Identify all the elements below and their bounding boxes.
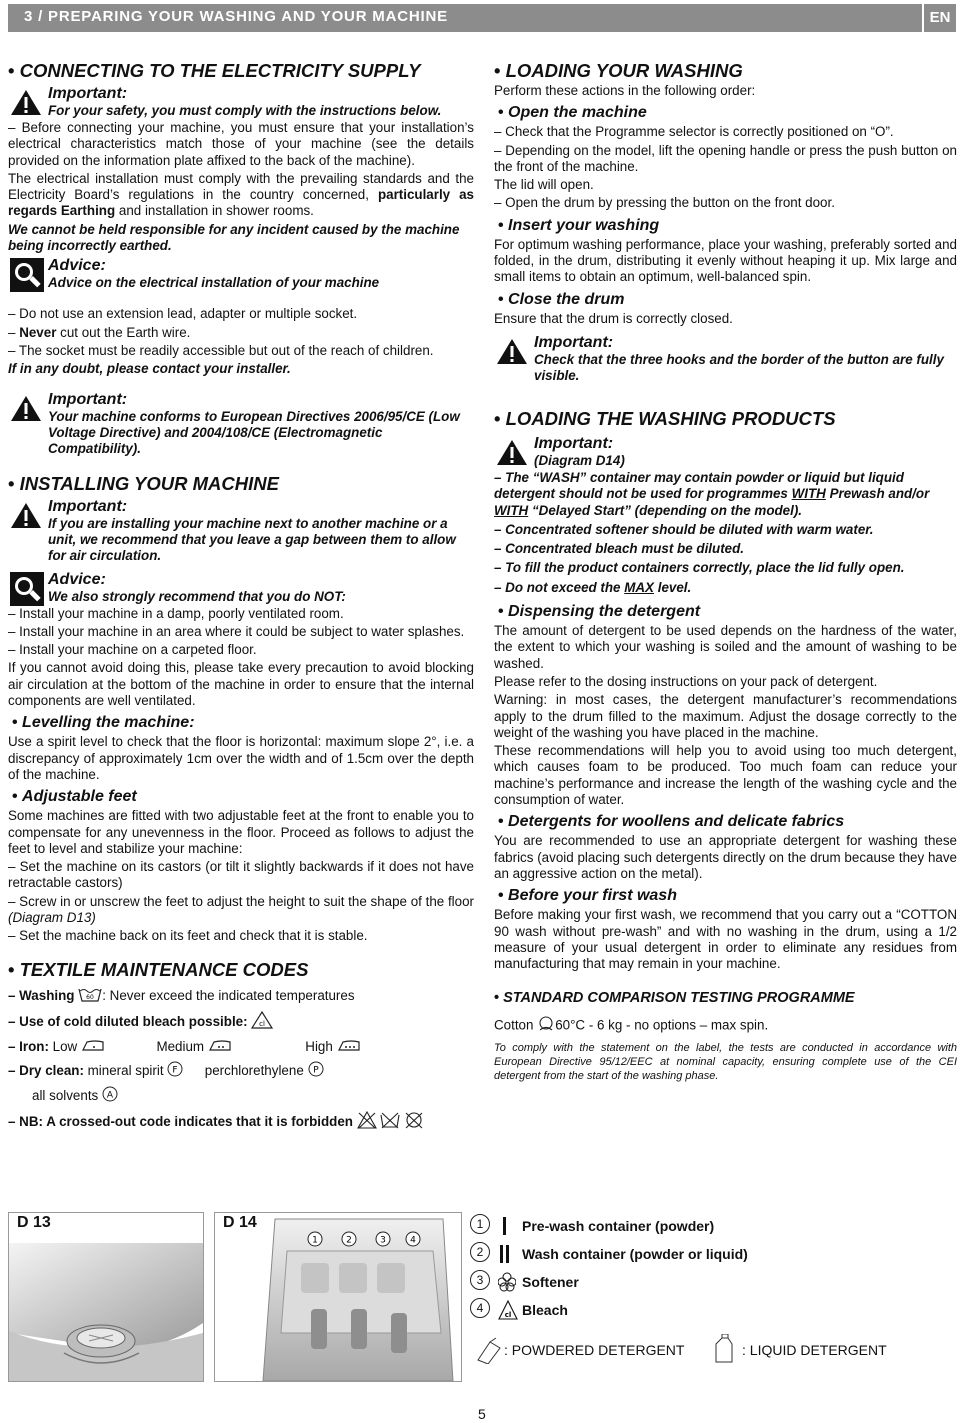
adjustable-feet-heading: • Adjustable feet [12,787,474,807]
insert-washing-body: For optimum washing performance, place your washing, preferably sorted and folded, in the drum, distributing it evenly without heaping it up. Mix large and small items to obtain an optimum, well-balanced spin. [494,236,957,285]
dispensing-heading: • Dispensing the detergent [498,602,957,622]
diagram-d14-label: D 14 [223,1214,257,1231]
legend-item [470,1214,950,1242]
crossed-circle-icon [404,1111,424,1134]
levelling-body: Use a spirit level to check that the floor is horizontal: maximum slope 2°, i.e. a discrepancy of approximately 1cm over the width and of 1.5cm over the depth of the machine. [8,734,474,782]
d14-number-4: 4 [410,1235,416,1246]
magnifier-icon [10,258,44,296]
page-number: 5 [478,1406,486,1422]
iron-high-label: High [305,1038,333,1054]
electricity-contact-installer: If in any doubt, please contact your installer. [8,361,291,377]
double-bar-icon [498,1244,512,1271]
feet-step-1: – Set the machine on its castors (or tilt it slightly backwards if it does not have retractable castors) [8,859,474,891]
electricity-important-note [8,84,474,120]
left-column [8,58,474,1138]
dry-clean-a-icon [102,1086,118,1107]
warning-icon [10,501,42,533]
levelling-heading: • Levelling the machine: [12,713,474,733]
electricity-disclaimer: We cannot be held responsible for any incident caused by the machine being incorrectly earthed. [8,221,460,254]
bleach-triangle-icon [498,1300,518,1327]
important-title: Important: [48,85,128,102]
textile-heading: • TEXTILE MAINTENANCE CODES [8,959,474,981]
advice-title: Advice: [48,570,106,588]
legend-number: 1 [470,1214,490,1234]
item-5-text-b: level. [657,579,692,595]
diagram-legend [470,1214,950,1326]
bleach-triangle-icon [251,1011,273,1034]
diagram-d13 [8,1212,204,1382]
right-column [494,58,957,1085]
forbidden-code-line [8,1111,474,1134]
crossed-tub-icon [380,1111,400,1134]
powder-scoop-icon [474,1336,504,1367]
d14-number-1: 1 [312,1235,318,1246]
products-item-3: – Concentrated bleach must be diluted. [494,541,745,557]
wash-tub-icon [78,986,102,1007]
svg-text:60: 60 [86,993,95,1001]
p2-text-c: and installation in shower rooms. [118,203,314,219]
bleach-label: – Use of cold diluted bleach possible: [8,1013,248,1029]
adjustable-foot-illustration [9,1213,203,1381]
crossed-triangle-icon [357,1111,377,1134]
installing-advice-note [8,570,474,606]
installing-dash-1: – Install your machine in a damp, poorly ventilated room. [8,605,344,621]
circle-p-letter: P [312,1065,319,1076]
hooks-important-note [494,333,957,384]
flower-softener-icon [498,1272,516,1299]
dispensing-para-2: Please refer to the dosing instructions on your pack of detergent. [494,673,878,689]
language-badge: EN [924,4,956,32]
item-5-text-a: – Do not exceed the [494,579,621,595]
dry-clean-f-icon [167,1061,183,1082]
open-step-2: – Depending on the model, lift the opening handle or press the push button on the front of the machine. [494,142,957,174]
diagram-d13-label: D 13 [17,1214,51,1231]
iron-medium-label: Medium [156,1038,205,1054]
diagram-d14 [214,1212,462,1382]
warning-icon [496,337,528,369]
electricity-dash-3: – The socket must be readily accessible but out of the reach of children. [8,342,434,358]
diagram-d14-ref: (Diagram D14) [534,452,625,468]
iron-low-icon [81,1038,105,1057]
products-item-2: – Concentrated softener should be diluted with warm water. [494,521,874,537]
adjustable-feet-body: Some machines are fitted with two adjustable feet at the front to enable you to compensate for any unevenness in the floor. Proceed as follows to adjust the feet to level and stabilize your machine: [8,808,474,856]
installing-paragraph: If you cannot avoid doing this, please take every precaution to avoid blocking air circulation at the bottom of the machine in order to ensure that the internal components are well ventilated. [8,660,474,709]
cotton-programme-text: 60°C - 6 kg - no options – max spin. [555,1018,769,1034]
never-text: Never [19,324,57,340]
legend-number: 4 [470,1298,490,1318]
p2-text-a: The electrical installation must comply with the prevailing standards and the Electricity Board’s regulations in the country concerned, [8,170,474,203]
open-step-1: – Check that the Programme selector is correctly positioned on “O”. [494,124,894,140]
legend-number: 3 [470,1270,490,1290]
legend-label: Bleach [522,1302,568,1318]
advice-body: Advice on the electrical installation of your machine [48,275,380,291]
circle-f-letter: F [172,1065,178,1076]
svg-text:cl: cl [259,1019,266,1028]
circle-a-letter: A [106,1090,114,1101]
legend-label: Pre-wash container (powder) [522,1218,715,1234]
feet-step-2 [8,894,474,927]
electricity-paragraph-2 [8,171,474,220]
washing-code-line [8,986,474,1007]
d14-number-3: 3 [380,1235,386,1246]
cotton-symbol-icon [537,1016,555,1036]
warning-icon [10,394,42,426]
important-body [8,409,474,457]
close-drum-heading: • Close the drum [498,290,957,310]
dry-clean-code-line [8,1061,474,1082]
installing-heading: • INSTALLING YOUR MACHINE [8,473,474,495]
insert-washing-heading: • Insert your washing [498,216,957,236]
products-item-5 [494,580,957,596]
liquid-detergent-label: : LIQUID DETERGENT [742,1342,887,1358]
perchlorethylene-label: perchlorethylene [204,1062,304,1078]
feet-step-2-text: – Screw in or unscrew the feet to adjust the height to suit the shape of the floor [8,893,474,909]
diagram-d13-ref: (Diagram D13) [8,910,96,926]
first-wash-heading: • Before your first wash [498,886,957,906]
mineral-spirit-label: mineral spirit [87,1062,164,1078]
conformity-important-note [8,390,474,457]
loading-products-heading: • LOADING THE WASHING PRODUCTS [494,408,957,430]
bleach-code-line [8,1011,474,1034]
electricity-dash-2 [8,325,474,341]
forbidden-note: – NB: A crossed-out code indicates that it is forbidden [8,1113,353,1129]
iron-label: – Iron: [8,1038,49,1054]
max-underlined: MAX [624,579,654,595]
with-underlined-2: WITH [494,502,529,518]
all-solvents-line [8,1086,474,1107]
legend-number: 2 [470,1242,490,1262]
detergent-drawer-illustration [215,1213,461,1381]
standard-testing-heading: • STANDARD COMPARISON TESTING PROGRAMME [494,988,957,1008]
dispensing-para-3: Warning: in most cases, the detergent manufacturer’s recommendations apply to the drum filled to the maximum. Adjust the dosage correctly to the weight of the washing you have placed in the machine. [494,692,957,740]
open-step-3: – Open the drum by pressing the button on the front door. [494,195,835,211]
item-1-text-b: Prewash and/or [829,486,930,502]
dry-clean-p-icon [308,1061,324,1082]
item-1-text-c: “Delayed Start” (depending on the model). [531,502,803,518]
warning-icon [496,438,528,470]
legend-item [470,1270,950,1298]
all-solvents-label: all solvents [32,1087,99,1103]
liquid-bottle-icon [710,1334,738,1367]
open-machine-heading: • Open the machine [498,103,957,123]
important-body: For your safety, you must comply with the instructions below. [48,103,442,118]
woollens-body: You are recommended to use an appropriate detergent for washing these fabrics (avoid placing such detergents directly on the drum because they have an aggressive action on the metal). [494,833,957,881]
legend-item [470,1242,950,1270]
installing-dash-3: – Install your machine on a carpeted floor. [8,642,257,658]
detergent-type-legend [470,1332,950,1372]
with-underlined: WITH [791,486,826,502]
legend-item [470,1298,950,1326]
dispensing-para-1: The amount of detergent to be used depends on the hardness of the water, the extent to which your washing is soiled and the amount of washing to be washed. [494,623,957,671]
electricity-heading: • CONNECTING TO THE ELECTRICITY SUPPLY [8,60,474,82]
products-item-1 [494,470,957,519]
powdered-detergent-label: : POWDERED DETERGENT [504,1342,685,1358]
cotton-label: Cotton [494,1018,534,1034]
iron-code-line [8,1038,474,1057]
dispensing-para-4: These recommendations will help you to avoid using too much detergent, which causes foam to be produced. Too much foam can reduce your machine’s performance and increase the length of the washing cycle and the consumption of water. [494,743,957,808]
important-title: Important: [48,390,128,408]
warning-icon [10,88,42,120]
electricity-advice-note [8,256,474,296]
conformity-text: Your machine conforms to European Directives 2006/95/CE (Low Voltage Directive) and 2004/108/CE (Electromagnetic Compatibility). [48,408,460,456]
testing-compliance-note: To comply with the statement on the label, the tests are conducted in accordance with European Directive 95/12/EEC at nominal capacity, ensuring complete use of the CEI detergent from the start of the washing phase. [494,1041,957,1082]
legend-label: Wash container (powder or liquid) [522,1246,748,1262]
cotton-programme-line [494,1016,957,1036]
magnifier-icon [10,572,44,610]
important-body: Check that the three hooks and the border of the button are fully visible. [534,351,944,383]
products-item-4: – To fill the product containers correctly, place the lid fully open. [494,560,905,576]
important-title: Important: [534,333,614,351]
advice-body: We also strongly recommend that you do NOT: [48,588,346,604]
close-drum-body: Ensure that the drum is correctly closed. [494,310,733,326]
iron-low-label: Low [52,1038,78,1054]
first-wash-body: Before making your first wash, we recommend that you carry out a “COTTON 90 wash without pre-wash” and with no washing in the drum, using a 1/2 measure of your usual detergent in order to eliminate any residues from manufacturing that may remain in your machine. [494,907,957,972]
woollens-heading: • Detergents for woollens and delicate fabrics [498,812,957,832]
svg-text:cl: cl [504,1311,512,1319]
washing-text: : Never exceed the indicated temperatures [102,987,355,1003]
loading-washing-heading: • LOADING YOUR WASHING [494,60,957,82]
feet-step-3: – Set the machine back on its feet and check that it is stable. [8,928,368,944]
important-title: Important: [48,497,128,515]
dash-mark: – [8,324,16,340]
lid-open-text: The lid will open. [494,177,594,193]
d14-number-2: 2 [346,1235,352,1246]
installing-dash-2: – Install your machine in an area where it could be subject to water splashes. [8,623,465,639]
important-title: Important: [534,434,614,452]
electricity-dash-1: – Do not use an extension lead, adapter or multiple socket. [8,306,358,322]
washing-label: – Washing [8,987,75,1003]
electricity-paragraph-1: – Before connecting your machine, you must ensure that your installation’s electrical characteristics match those of your machine (see the details provided on the information plate affixed to the back of the machine). [8,120,474,168]
legend-label: Softener [522,1274,579,1290]
products-important-note [494,434,957,470]
dry-clean-label: – Dry clean: [8,1062,84,1078]
earth-wire-text: cut out the Earth wire. [60,324,191,340]
single-bar-icon [498,1216,512,1243]
section-title: 3 / PREPARING YOUR WASHING AND YOUR MACHINE [24,8,448,25]
important-body: If you are installing your machine next to another machine or a unit, we recommend that you leave a gap between them to allow for air circulation. [48,515,456,563]
installing-important-note [8,497,474,564]
iron-high-icon [337,1038,361,1057]
section-header-bar [8,4,922,32]
loading-intro: Perform these actions in the following order: [494,83,756,98]
advice-title: Advice: [48,257,106,275]
iron-medium-icon [208,1038,232,1057]
p2-text-bold: particularly as regards Earthing [8,187,474,219]
item-1-text-a: – The “WASH” container may contain powder or liquid but liquid detergent should not be used for programmes [494,469,904,502]
